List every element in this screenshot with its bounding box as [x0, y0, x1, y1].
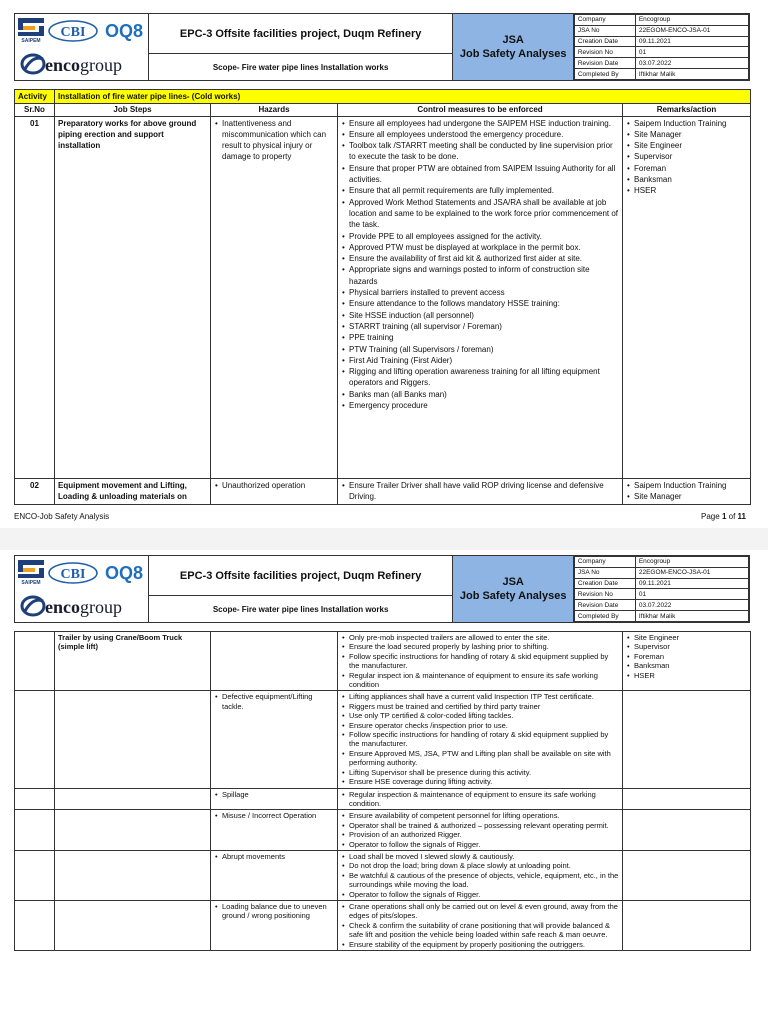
project-title-cell [148, 556, 453, 596]
meta-key: Revision Date [574, 600, 635, 611]
hazards-cell [211, 691, 338, 788]
meta-key: Company [574, 557, 635, 568]
meta-key: Creation Date [574, 578, 635, 589]
scope-text: Scope- Fire water pipe lines Installation works [212, 62, 389, 72]
list-item: • Ensure stability of the equipment by properly positioning the outriggers. [349, 940, 619, 949]
list-item: • Lifting Supervisor shall be presence during this activity. [349, 768, 619, 777]
remarks-cell [623, 116, 751, 478]
list-item: • Ensure attendance to the follows mandatory HSSE training: [349, 298, 619, 309]
col-header-hazards: Hazards [211, 104, 338, 116]
controls-cell [338, 850, 623, 900]
meta-value: Encogroup [635, 15, 748, 26]
hazards-list [214, 480, 334, 491]
sr-number [15, 810, 55, 851]
list-item: • Operator shall be trained & authorized – possessing relevant operating permit. [349, 821, 619, 830]
controls-list [341, 118, 619, 412]
hazards-cell [211, 478, 338, 504]
hazards-list [214, 902, 334, 921]
list-item: • Abrupt movements [222, 852, 334, 861]
meta-value: 03.07.2022 [635, 58, 748, 69]
saipem-logo-icon [17, 17, 45, 43]
jsa-header [14, 555, 750, 623]
hazards-cell [211, 810, 338, 851]
list-item: • Banksman [634, 174, 747, 185]
list-item: • Follow specific instructions for handling of rotary & skid equipment supplied by the manufacturer. [349, 730, 619, 749]
hazards-list [214, 118, 334, 163]
logo-block [15, 14, 149, 81]
list-item: • Be watchful & cautious of the presence of objects, vehicle, equipment, etc., in the surroundings while moving the load. [349, 871, 619, 890]
scope-cell [148, 54, 453, 81]
controls-list [341, 811, 619, 849]
list-item: • Do not drop the load; bring down & place slowly at unloading point. [349, 861, 619, 870]
svg-text:SAIPEM: SAIPEM [21, 38, 41, 43]
list-item: • Provide PPE to all employees assigned for the activity. [349, 231, 619, 242]
remarks-cell [623, 478, 751, 504]
project-title-cell [148, 14, 453, 54]
job-step [55, 788, 211, 810]
jsa-subtitle: Job Safety Analyses [459, 590, 567, 602]
hazards-list [214, 692, 334, 711]
list-item: • Misuse / Incorrect Operation [222, 811, 334, 820]
list-item: • Approved Work Method Statements and JSA/RA shall be available at job location and same to be explained to the work force prior commencement of the task. [349, 197, 619, 231]
list-item: • Ensure that proper PTW are obtained from SAIPEM Issuing Authority for all activities. [349, 163, 619, 186]
meta-key: Revision No [574, 47, 635, 58]
sr-number [15, 850, 55, 900]
meta-value: 09.11.2021 [635, 36, 748, 47]
jsa-subtitle: Job Safety Analyses [459, 48, 567, 60]
controls-list [341, 480, 619, 503]
remarks-cell [623, 632, 751, 691]
list-item: • Physical barriers installed to prevent access [349, 287, 619, 298]
list-item: • Defective equipment/Lifting tackle. [222, 692, 334, 711]
meta-value: 03.07.2022 [635, 600, 748, 611]
list-item: • Operator to follow the signals of Rigger. [349, 840, 619, 849]
meta-value: Iftikhar Malik [635, 611, 748, 622]
job-step: Preparatory works for above ground piping erection and support installation [55, 116, 211, 478]
meta-key: Completed By [574, 69, 635, 80]
enco-wordmark: encogroup [45, 597, 122, 617]
list-item: • Saipem Induction Training [634, 118, 747, 129]
meta-key: JSA No [574, 567, 635, 578]
list-item: • Load shall be moved I slewed slowly & cautiously. [349, 852, 619, 861]
svg-text:CBI: CBI [60, 25, 86, 40]
list-item: • Riggers must be trained and certified by third party trainer [349, 702, 619, 711]
list-item: • Site Manager [634, 491, 747, 502]
meta-value: 01 [635, 47, 748, 58]
controls-list [341, 692, 619, 786]
jsa-label: JSA [502, 576, 524, 588]
list-item: • Emergency procedure [349, 400, 619, 411]
list-item: • Foreman [634, 652, 747, 661]
controls-cell [338, 788, 623, 810]
meta-key: Revision No [574, 589, 635, 600]
page-gap [0, 528, 768, 550]
enco-wordmark: encogroup [45, 55, 122, 75]
oq8-logo-icon [99, 558, 149, 588]
remarks-cell [623, 691, 751, 788]
logo-block [15, 556, 149, 623]
jsa-title-cell [453, 14, 573, 81]
controls-cell [338, 691, 623, 788]
sr-number: 01 [15, 116, 55, 478]
list-item: • Follow specific instructions for handling of rotary & skid equipment supplied by the manufacturer. [349, 652, 619, 671]
sr-number [15, 632, 55, 691]
meta-value: Encogroup [635, 557, 748, 568]
meta-key: Revision Date [574, 58, 635, 69]
list-item: • STARRT training (all supervisor / Foreman) [349, 321, 619, 332]
list-item: • First Aid Training (First Aider) [349, 355, 619, 366]
list-item: • Ensure Trailer Driver shall have valid ROP driving license and defensive Driving. [349, 480, 619, 503]
list-item: • Regular inspect ion & maintenance of equipment to ensure its safe working condition [349, 671, 619, 690]
col-header-controls: Control measures to be enforced [338, 104, 623, 116]
controls-cell [338, 632, 623, 691]
list-item: • PPE training [349, 332, 619, 343]
table-row [15, 632, 751, 691]
table-row [15, 478, 751, 504]
col-header-remarks: Remarks/action [623, 104, 751, 116]
list-item: • Banksman [634, 661, 747, 670]
meta-key: Company [574, 15, 635, 26]
controls-list [341, 633, 619, 689]
controls-cell [338, 810, 623, 851]
saipem-logo-icon [17, 559, 45, 585]
list-item: • Foreman [634, 163, 747, 174]
jsa-table-continued [14, 631, 751, 951]
controls-cell [338, 116, 623, 478]
list-item: • Ensure that all permit requirements are fully implemented. [349, 185, 619, 196]
sr-number: 02 [15, 478, 55, 504]
list-item: • Supervisor [634, 642, 747, 651]
document-page-2 [0, 550, 768, 1024]
meta-block [573, 14, 749, 81]
controls-cell [338, 900, 623, 950]
table-row [15, 810, 751, 851]
sr-number [15, 691, 55, 788]
meta-value: 22EGOM-ENCO-JSA-01 [635, 25, 748, 36]
list-item: • Site Manager [634, 129, 747, 140]
project-title: EPC-3 Offsite facilities project, Duqm Refinery [179, 27, 422, 40]
table-row [15, 116, 751, 478]
list-item: • Ensure availability of competent personnel for lifting operations. [349, 811, 619, 820]
list-item: • Ensure all employees understood the emergency procedure. [349, 129, 619, 140]
cbi-logo-icon [47, 19, 99, 43]
controls-cell [338, 478, 623, 504]
meta-key: Completed By [574, 611, 635, 622]
jsa-header [14, 13, 750, 81]
list-item: • Toolbox talk /STARRT meeting shall be conducted by line supervision prior to execute the task to be done. [349, 140, 619, 163]
meta-value: Iftikhar Malik [635, 69, 748, 80]
meta-block [573, 556, 749, 623]
meta-table [574, 556, 749, 622]
list-item: • PTW Training (all Supervisors / foreman) [349, 344, 619, 355]
meta-table [574, 14, 749, 80]
list-item: • Ensure all employees had undergone the SAIPEM HSE induction training. [349, 118, 619, 129]
list-item: • Ensure Approved MS, JSA, PTW and Lifting plan shall be available on site with performing authority. [349, 749, 619, 768]
table-row [15, 900, 751, 950]
meta-value: 22EGOM-ENCO-JSA-01 [635, 567, 748, 578]
svg-text:SAIPEM: SAIPEM [21, 580, 41, 585]
list-item: • Regular inspection & maintenance of equipment to ensure its safe working condition. [349, 790, 619, 809]
footer-page-number: Page 1 of 11 [701, 512, 746, 521]
col-header-steps: Job Steps [55, 104, 211, 116]
list-item: • Only pre-mob inspected trailers are allowed to enter the site. [349, 633, 619, 642]
hazards-cell [211, 116, 338, 478]
list-item: • HSER [634, 671, 747, 680]
hazards-cell [211, 788, 338, 810]
col-header-sr: Sr.No [15, 104, 55, 116]
list-item: • Loading balance due to uneven ground / wrong positioning [222, 902, 334, 921]
controls-list [341, 790, 619, 809]
activity-value: Installation of fire water pipe lines- (Cold works) [55, 90, 751, 104]
activity-label: Activity [15, 90, 55, 104]
scope-text: Scope- Fire water pipe lines Installation works [212, 604, 389, 614]
list-item: • Banks man (all Banks man) [349, 389, 619, 400]
hazards-cell [211, 900, 338, 950]
list-item: • Lifting appliances shall have a current valid Inspection ITP Test certificate. [349, 692, 619, 701]
svg-text:OQ8: OQ8 [104, 563, 144, 583]
footer-doc-name: ENCO-Job Safety Analysis [14, 512, 110, 521]
hazards-list [214, 852, 334, 861]
scope-cell [148, 596, 453, 623]
jsa-table [14, 89, 751, 505]
list-item: • Site Engineer [634, 140, 747, 151]
remarks-cell [623, 850, 751, 900]
remarks-cell [623, 810, 751, 851]
controls-list [341, 902, 619, 949]
list-item: • Use only TP certified & color-coded lifting tackles. [349, 711, 619, 720]
oq8-logo-icon [99, 16, 149, 46]
list-item: • Approved PTW must be displayed at workplace in the permit box. [349, 242, 619, 253]
meta-key: Creation Date [574, 36, 635, 47]
table-row [15, 788, 751, 810]
job-step: Equipment movement and Lifting, Loading & unloading materials on [55, 478, 211, 504]
hazards-list [214, 811, 334, 820]
svg-text:OQ8: OQ8 [104, 21, 144, 41]
table-row [15, 850, 751, 900]
list-item: • Site Engineer [634, 633, 747, 642]
list-item: • Ensure the availability of first aid kit & authorized first aider at site. [349, 253, 619, 264]
remarks-list [626, 633, 747, 680]
jsa-label: JSA [502, 34, 524, 46]
list-item: • Provision of an authorized Rigger. [349, 830, 619, 839]
job-step [55, 900, 211, 950]
controls-list [341, 852, 619, 899]
list-item: • Unauthorized operation [222, 480, 334, 491]
meta-value: 01 [635, 589, 748, 600]
table-row [15, 691, 751, 788]
meta-key: JSA No [574, 25, 635, 36]
list-item: • Supervisor [634, 151, 747, 162]
list-item: • Inattentiveness and miscommunication which can result to physical injury or damage to property [222, 118, 334, 163]
hazards-list [214, 790, 334, 799]
list-item: • Ensure operator checks /inspection prior to use. [349, 721, 619, 730]
list-item: • Appropriate signs and warnings posted to inform of construction site hazards [349, 264, 619, 287]
project-title: EPC-3 Offsite facilities project, Duqm Refinery [179, 569, 422, 582]
list-item: • Saipem Induction Training [634, 480, 747, 491]
jsa-title-cell [453, 556, 573, 623]
remarks-list [626, 118, 747, 197]
list-item: • Rigging and lifting operation awareness training for all lifting equipment operators and Riggers. [349, 366, 619, 389]
list-item: • Crane operations shall only be carried out on level & even ground, away from the edges of pits/slopes. [349, 902, 619, 921]
job-step [55, 850, 211, 900]
remarks-list [626, 480, 747, 503]
hazards-cell [211, 850, 338, 900]
svg-text:CBI: CBI [60, 567, 86, 582]
list-item: • Site HSSE induction (all personnel) [349, 310, 619, 321]
remarks-cell [623, 788, 751, 810]
job-step: Trailer by using Crane/Boom Truck (simple lift) [55, 632, 211, 691]
cbi-logo-icon [47, 561, 99, 585]
list-item: • Ensure HSE coverage during lifting activity. [349, 777, 619, 786]
hazards-cell [211, 632, 338, 691]
list-item: • Ensure the load secured properly by lashing prior to shifting. [349, 642, 619, 651]
list-item: • Spillage [222, 790, 334, 799]
sr-number [15, 900, 55, 950]
job-step [55, 691, 211, 788]
sr-number [15, 788, 55, 810]
remarks-cell [623, 900, 751, 950]
list-item: • Check & confirm the suitability of crane positioning that will provide balanced & safe lift and position the vehicle being loaded within safe reach & man oeuvre. [349, 921, 619, 940]
job-step [55, 810, 211, 851]
meta-value: 09.11.2021 [635, 578, 748, 589]
list-item: • HSER [634, 185, 747, 196]
list-item: • Operator to follow the signals of Rigger. [349, 890, 619, 899]
